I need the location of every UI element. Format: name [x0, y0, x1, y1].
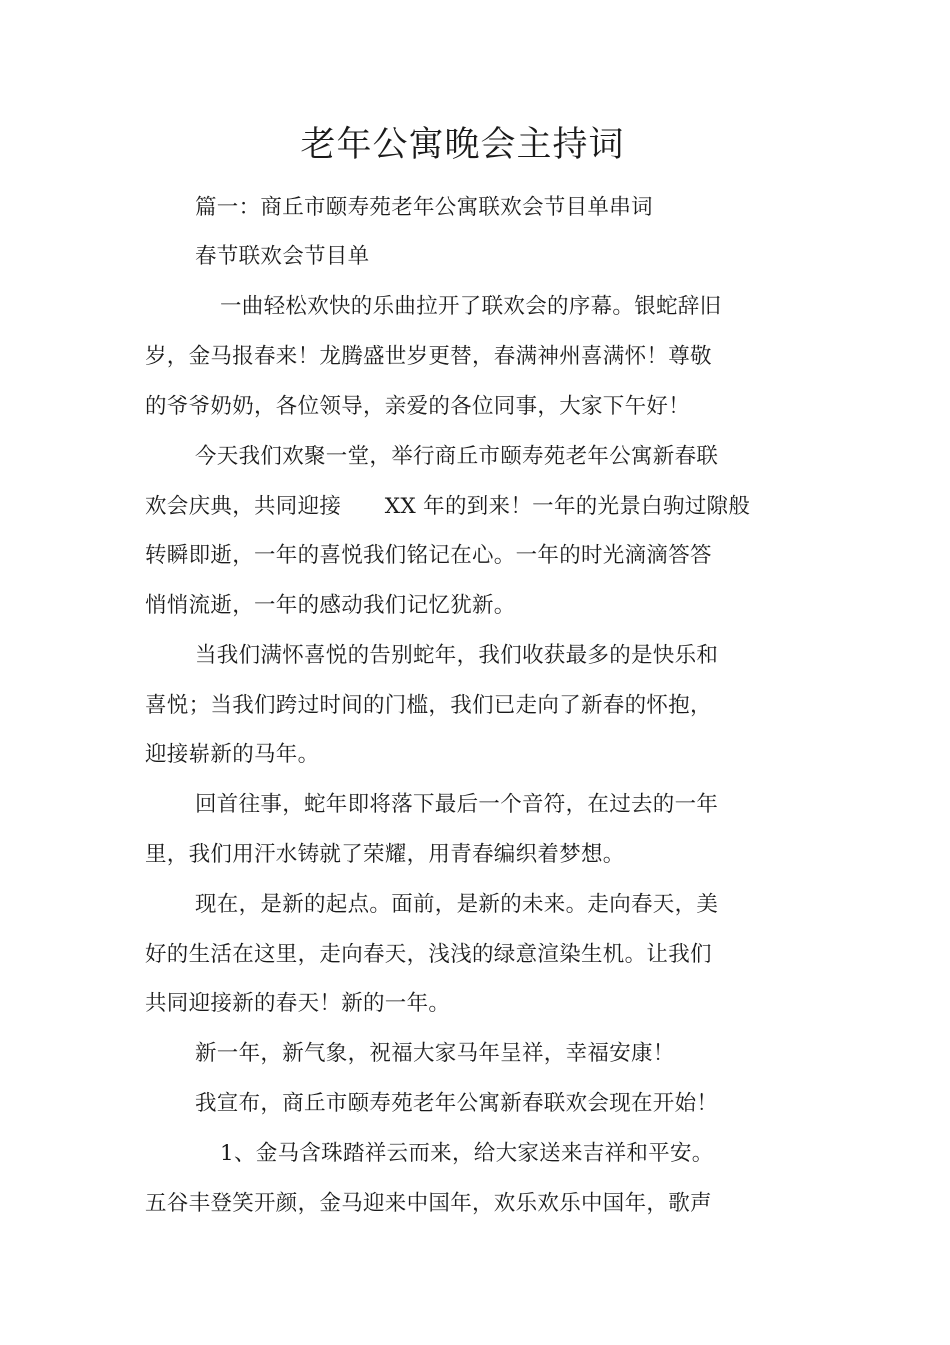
- text-line-18: 新一年，新气象，祝福大家马年呈祥，幸福安康！: [195, 1041, 675, 1066]
- text-line-10: 当我们满怀喜悦的告别蛇年，我们收获最多的是快乐和: [195, 643, 719, 668]
- text-line-9: 悄悄流逝，一年的感动我们记忆犹新。: [145, 593, 516, 618]
- text-line-3: 一曲轻松欢快的乐曲拉开了联欢会的序幕。银蛇辞旧: [220, 294, 722, 319]
- text-line-1: 篇一：商丘市颐寿苑老年公寓联欢会节目单串词: [195, 195, 653, 220]
- text-line-14: 里，我们用汗水铸就了荣耀，用青春编织着梦想。: [145, 842, 625, 867]
- text-line-16: 好的生活在这里，走向春天，浅浅的绿意渲染生机。让我们: [145, 942, 712, 967]
- text-line-21: 五谷丰登笑开颜，金马迎来中国年，欢乐欢乐中国年，歌声: [145, 1191, 712, 1216]
- text-line-17: 共同迎接新的春天！新的一年。: [145, 991, 451, 1016]
- text-line-12: 迎接崭新的马年。: [145, 742, 320, 767]
- text-line-5: 的爷爷奶奶，各位领导，亲爱的各位同事，大家下午好！: [145, 394, 691, 419]
- text-line-8: 转瞬即逝，一年的喜悦我们铭记在心。一年的时光滴滴答答: [145, 543, 712, 568]
- text-line-13: 回首往事，蛇年即将落下最后一个音符，在过去的一年: [195, 792, 719, 817]
- text-line-19: 我宣布，商丘市颐寿苑老年公寓新春联欢会现在开始！: [195, 1091, 719, 1116]
- text-line-11: 喜悦；当我们跨过时间的门槛，我们已走向了新春的怀抱，: [145, 693, 712, 718]
- text-line-2: 春节联欢会节目单: [195, 244, 370, 269]
- text-line-6: 今天我们欢聚一堂，举行商丘市颐寿苑老年公寓新春联: [195, 444, 719, 469]
- document-title: 老年公寓晚会主持词: [300, 125, 625, 165]
- text-line-15: 现在，是新的起点。面前，是新的未来。走向春天，美: [195, 892, 719, 917]
- text-line-20: 1、金马含珠踏祥云而来，给大家送来吉祥和平安。: [220, 1141, 714, 1166]
- text-line-7: 欢会庆典，共同迎接 XX 年的到来！一年的光景白驹过隙般: [145, 494, 751, 519]
- text-line-4: 岁，金马报春来！龙腾盛世岁更替，春满神州喜满怀！尊敬: [145, 344, 712, 369]
